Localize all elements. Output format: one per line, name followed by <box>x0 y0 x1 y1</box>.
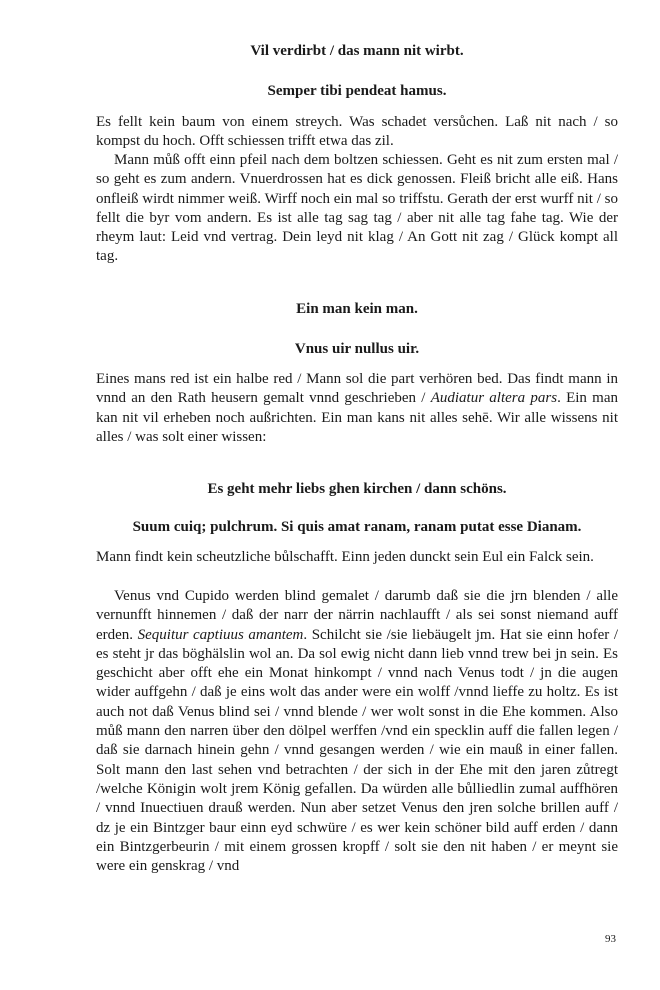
section-2-latin-motto: Vnus uir nullus uir. <box>294 341 420 357</box>
section-1-paragraph-2: Mann můß offt einn pfeil nach dem boltzen schiessen. Geht es nit zum ersten mal / so geht es zum andern. Vnuerdrossen hat es dick genossen. Fleiß bricht alle eiß. Hans onfleiß wirdt nimmer weiß. Wirff noch ein mal so triffstu. Gerath der erst wurff nit / so fellt die byr vom andern. Es ist alle tag sag tag / aber nit alle tag fahe tag. Wie der rheym laut: Leid vnd vertrag. Dein leyd nit klag / An Gott nit zag / Glück kompt all tag. <box>96 152 618 265</box>
section-2-italic-quote: Audiatur altera pars <box>430 390 558 407</box>
section-2-heading: Ein man kein man. <box>296 301 418 317</box>
section-2-paragraph-1 <box>96 370 618 447</box>
section-1-paragraph-1: Es fellt kein baum von einem streych. Was schadet versůchen. Laß nit nach / so kompst du hoch. Offt schiessen trifft etwa das zil. <box>96 114 618 150</box>
section-3-paragraph-1: Mann findt kein scheutzliche bůlschafft. Einn jeden dunckt sein Eul ein Falck sein. <box>96 549 594 565</box>
section-3-italic-quote: Sequitur captiuus amantem <box>137 626 304 643</box>
section-3-heading: Es geht mehr liebs ghen kirchen / dann schöns. <box>207 481 507 497</box>
section-2-text-after: . Ein man kan nit vil erheben noch außrichten. Ein man kans nit alles sehē. Wir alle wissens nit alles / was solt einer wissen: <box>96 390 618 445</box>
page-number: 93 <box>605 933 616 945</box>
section-3-paragraph-2 <box>96 587 618 876</box>
section-3-text-before: Venus vnd Cupido werden blind gemalet / darumb daß sie die jrn blenden / alle vernunfft hinnemen / daß der narr der närrin nachlaufft / als sei sonst niemand auff erden. <box>96 588 618 643</box>
section-3-text-after: . Schilcht sie /sie liebäugelt jm. Hat sie einn hofer / es steht jr das böghälslin wol an. Da sol ewig nicht dann lieb vnnd trew bei jn sein. Es geschicht aber offt ehe ein Monat hinkompt / vnnd nach Venus todt / jn die augen wider auffgehn / daß je eins wolt das ander were ein wolff /vnnd lieffe zu holtz. Es ist auch not daß Venus blind sei / vnnd blende / wer wolt sonst in die Ehe kommen. Also můß mann den narren über den dölpel werffen /vnd ein specklin auff die fallen legen / daß sie darnach hinein gehn / vnnd gesangen werden / wie ein mauß in einer fallen. Solt mann den last sehen vnd betrachten / der sich in der Ehe mit den jaren zůtregt /welche Königin wolt jrem König gefallen. Da würden alle bůlliedlin zumal auffhören / vnnd Inuectiuen drauß werden. Nun aber setzet Venus den jren solche brillen auff / dz je ein Bintzger baur einn eyd schwüre / es wer kein schöner bild auff erden / dann ein Bintzgerbeurin / mit einem grossen kropff / solt sie den nit haben / er meynt sie were ein genskrag / vnd <box>96 626 619 875</box>
section-1-latin-motto: Semper tibi pendeat hamus. <box>267 83 447 99</box>
section-1-heading: Vil verdirbt / das mann nit wirbt. <box>250 43 464 59</box>
section-2-text-before: Eines mans red ist ein halbe red / Mann sol die part verhören bed. Das findt mann in vnnd an den Rath heusern gemalt vnnd geschrieben / <box>96 371 618 407</box>
section-3-latin-motto: Suum cuiq; pulchrum. Si quis amat ranam, ranam putat esse Dianam. <box>132 519 582 535</box>
